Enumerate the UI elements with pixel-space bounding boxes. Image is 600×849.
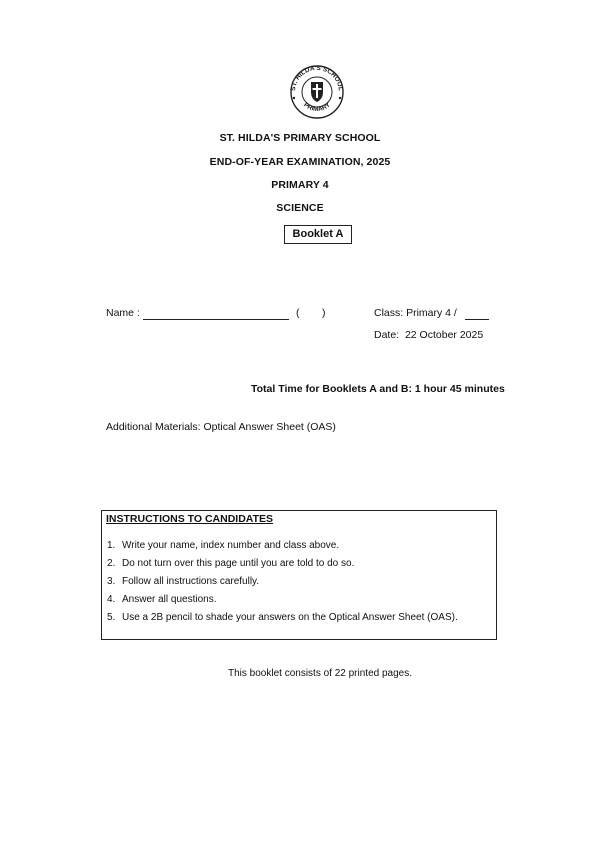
class-label: Class: Primary 4 / <box>374 307 457 319</box>
instruction-item <box>107 558 354 569</box>
svg-text:PRIMARY: PRIMARY <box>302 101 332 114</box>
exam-title: END-OF-YEAR EXAMINATION, 2025 <box>209 156 391 168</box>
instruction-text: Write your name, index number and class above. <box>122 540 340 551</box>
page-count-note: This booklet consists of 22 printed pages. <box>228 668 412 679</box>
svg-text:ST. HILDA'S SCHOOL: ST. HILDA'S SCHOOL <box>289 64 345 92</box>
school-name: ST. HILDA'S PRIMARY SCHOOL <box>219 132 381 144</box>
instruction-item <box>107 576 259 587</box>
instruction-item <box>107 612 458 623</box>
instructions-title: INSTRUCTIONS TO CANDIDATES <box>106 513 274 525</box>
date-field <box>374 329 483 341</box>
total-time: Total Time for Booklets A and B: 1 hour 45 minutes <box>251 383 505 395</box>
name-line[interactable] <box>143 318 289 320</box>
date-label: Date: <box>374 329 400 341</box>
level-title: PRIMARY 4 <box>271 179 329 191</box>
instruction-item <box>107 594 217 605</box>
index-paren-close: ) <box>322 307 326 319</box>
instruction-number: 3. <box>107 576 116 587</box>
additional-materials: Additional Materials: Optical Answer Sheet (OAS) <box>106 421 336 433</box>
instruction-item <box>107 540 339 551</box>
instruction-number: 5. <box>107 612 116 623</box>
date-value: 22 October 2025 <box>404 329 484 341</box>
name-label: Name : <box>106 307 140 319</box>
booklet-label: Booklet A <box>284 225 352 244</box>
instruction-text: Follow all instructions carefully. <box>122 576 260 587</box>
class-line[interactable] <box>465 318 489 320</box>
instructions-box <box>101 510 497 640</box>
instruction-number: 4. <box>107 594 116 605</box>
school-crest-icon <box>281 64 353 120</box>
instruction-text: Do not turn over this page until you are told to do so. <box>122 558 355 569</box>
subject-title: SCIENCE <box>276 202 324 214</box>
instruction-text: Use a 2B pencil to shade your answers on the Optical Answer Sheet (OAS). <box>122 612 458 623</box>
index-paren-open: ( <box>296 307 300 319</box>
instruction-number: 1. <box>107 540 116 551</box>
instruction-text: Answer all questions. <box>122 594 217 605</box>
instruction-number: 2. <box>107 558 116 569</box>
